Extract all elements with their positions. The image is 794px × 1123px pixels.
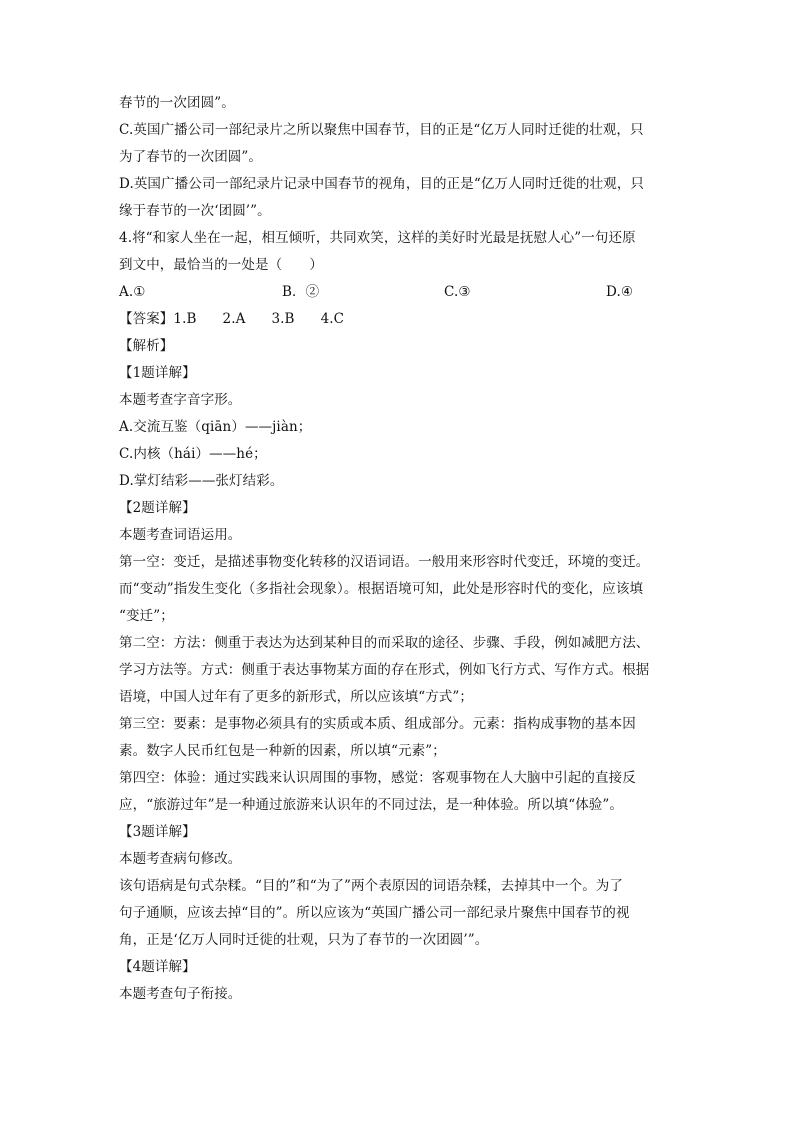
question-4: 4.将“和家人坐在一起，相互倾听，共同欢笑，这样的美好时光最是抚慰人心”一句还原 [119, 230, 636, 246]
answer-options [119, 279, 679, 306]
answer-item: 2.A [222, 311, 246, 327]
text-line: 本题考查词语运用。 [119, 527, 242, 543]
text-line: 本题考查句子衔接。 [119, 986, 242, 1002]
text-line: 本题考查病句修改。 [119, 851, 242, 867]
answer-line [119, 306, 679, 333]
answer-item: 1.B [173, 311, 197, 327]
section-heading: 【1题详解】 [119, 365, 196, 381]
text-line: A.交流互鉴（qiān）——jiàn； [119, 419, 312, 435]
option-a: A.① [119, 284, 146, 300]
document-body [119, 90, 679, 1008]
text-line: 第二空：方法：侧重于表达为达到某种目的而采取的途径、步骤、手段，例如减肥方法、 [119, 635, 650, 651]
option-b: B．② [282, 284, 320, 300]
text-line: 素。数字人民币红包是一种新的因素，所以填“元素”； [119, 743, 446, 759]
option-d-text: D.英国广播公司一部纪录片记录中国春节的视角，目的正是“亿万人同时迁徙的壮观，只 [119, 176, 645, 192]
text-line: 该句语病是句式杂糅。“目的”和“为了”两个表原因的词语杂糅，去掉其中一个。为了 [119, 878, 624, 894]
text-line: 第四空：体验：通过实践来认识周围的事物，感觉：客观事物在人大脑中引起的直接反 [119, 770, 636, 786]
option-c-text: C.英国广播公司一部纪录片之所以聚焦中国春节，目的正是“亿万人同时迁徙的壮观，只 [119, 122, 644, 138]
text-line: 角，正是‘亿万人同时迁徙的壮观，只为了春节的一次团圆’”。 [119, 932, 489, 948]
answer-label: 【答案】 [119, 311, 174, 327]
text-line: 学习方法等。方式：侧重于表达事物某方面的存在形式，例如飞行方式、写作方式。根据 [119, 662, 650, 678]
text-line: 春节的一次团圆”。 [119, 95, 235, 111]
section-heading: 【4题详解】 [119, 959, 196, 975]
answer-item: 3.B [271, 311, 295, 327]
text-line: 而“变动”指发生变化（多指社会现象）。根据语境可知，此处是形容时代的变化，应该填 [119, 581, 644, 597]
text-line: “变迁”； [119, 608, 174, 624]
option-d: D.④ [606, 284, 634, 300]
text-line: 句子通顺，应该去掉“目的”。所以应该为“英国广播公司一部纪录片聚焦中国春节的视 [119, 905, 630, 921]
text-line: 语境，中国人过年有了更多的新形式，所以应该填“方式”； [119, 689, 474, 705]
text-line: 应，“旅游过年”是一种通过旅游来认识年的不同过法，是一种体验。所以填“体验”。 [119, 797, 624, 813]
section-heading: 【2题详解】 [119, 500, 196, 516]
section-heading: 【解析】 [119, 338, 174, 354]
section-heading: 【3题详解】 [119, 824, 196, 840]
text-line: 第三空：要素：是事物必须具有的实质或本质、组成部分。元素：指构成事物的基本因 [119, 716, 636, 732]
text-line: C.内核（hái）——hé； [119, 446, 267, 462]
text-line: 到文中，最恰当的一处是（ ） [119, 257, 323, 273]
text-line: 为了春节的一次团圆”。 [119, 149, 263, 165]
text-line: 本题考查字音字形。 [119, 392, 242, 408]
text-line: 第一空：变迁，是描述事物变化转移的汉语词语。一般用来形容时代变迁，环境的变迁。 [119, 554, 650, 570]
answer-item: 4.C [320, 311, 345, 327]
option-c: C.③ [444, 284, 471, 300]
text-line: 缘于春节的一次‘团圆’”。 [119, 203, 271, 219]
text-line: D.掌灯结彩——张灯结彩。 [119, 473, 284, 489]
